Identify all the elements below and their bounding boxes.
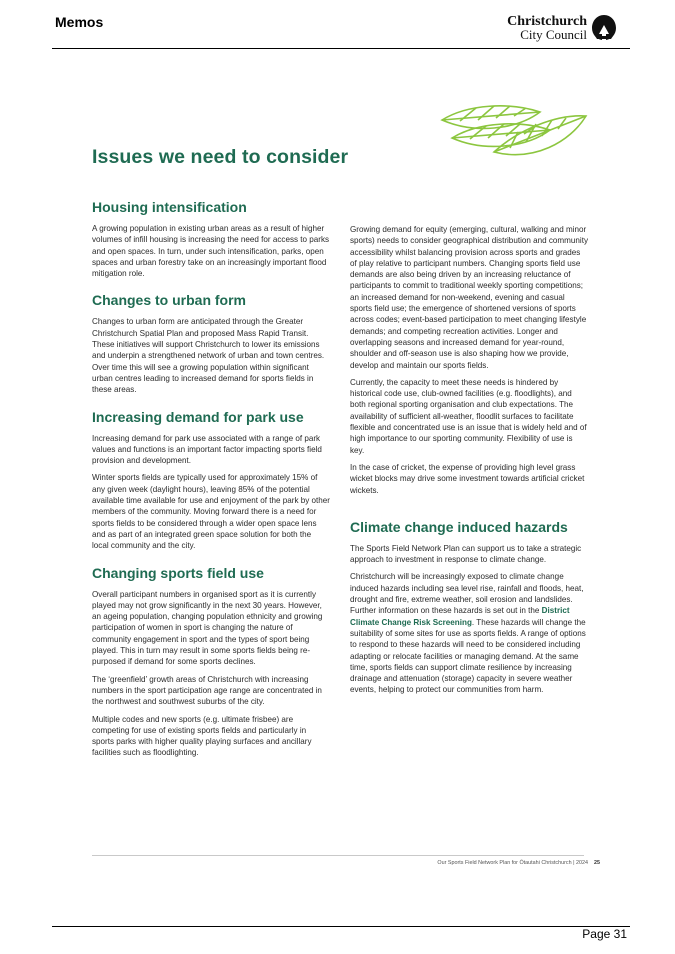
memo-title: Memos: [55, 14, 104, 30]
risk-screening-link[interactable]: District Climate Change Risk Screening: [350, 606, 570, 627]
council-name-line2: City Council: [520, 27, 587, 42]
paragraph-text: Christchurch will be increasingly exposed to climate change induced hazards including sea level rise, rainfall and floods, heat, drought and fire, extreme weather, soil erosion and landslides. Further information on these hazards is set out in the: [350, 572, 584, 616]
paragraph: Changes to urban form are anticipated through the Greater Christchurch Spatial Plan and proposed Mass Rapid Transit. These initiatives will support Christchurch to lower its emissions and underpin a strengthened network of urban and town centres. Over time this will see a growing population within significant urban centres leading to increased demand for sports fields in these areas.: [92, 317, 325, 395]
paragraph: Increasing demand for park use associated with a range of park values and functions is an important factor impacting sports field provision and development.: [92, 433, 322, 466]
section-heading: Increasing demand for park use: [92, 408, 304, 425]
section-housing-intensification: [92, 198, 330, 279]
council-cathedral-icon: [591, 14, 617, 42]
left-column: [92, 198, 330, 771]
paragraph: Currently, the capacity to meet these needs is hindered by historical code use, club-owned facilities (e.g. floodlights), and both regional sporting organisation and club expectations. The availability of sufficient all-weather, floodlit surfaces to facilitate flexible and concentrated use is an issue that is widely held and of high importance to our sporting community. Flexibility of use is key.: [350, 377, 587, 455]
section-climate-hazards: [350, 518, 588, 696]
memo-page-number: Page 31: [582, 927, 627, 941]
paragraph-text: . These hazards will change the suitability of some sites for use as sports fields. A range of options to respond to these hazards will need to be considered including adapting or relocate facilities or managing demand. At the same time, sports fields can support climate resilience by increasing drainage and attenuation (storage) capacity in severe weather events, helping to protect our communities from harm.: [350, 617, 586, 695]
header-rule: [52, 48, 630, 49]
page-title: Issues we need to consider: [92, 146, 349, 168]
paragraph: The ‘greenfield’ growth areas of Christchurch with increasing numbers in the sport participation age range are concentrated in the northwest and southwest suburbs of the city.: [92, 674, 322, 707]
paragraph: Multiple codes and new sports (e.g. ultimate frisbee) are competing for use of existing sports fields and particularly in sports parks with higher quality playing surfaces and ancillary facilities such as floodlighting.: [92, 714, 312, 758]
council-name-line1: Christchurch: [507, 14, 587, 29]
paragraph: The Sports Field Network Plan can support us to take a strategic approach to investment in response to climate change.: [350, 543, 582, 565]
leaf-illustration: [438, 100, 590, 170]
section-changes-urban-form: [92, 291, 330, 395]
council-name: [507, 15, 587, 41]
section-changing-field-use: [92, 564, 330, 759]
paragraph: Winter sports fields are typically used for approximately 15% of any given week (daylight hours), leaving 85% of the potential available time available for use and enjoyment of the park by other members of the community. Moving forward there is a need for sports fields to be considered through a wider open space lens and as part of an integrated green space solution for both the local community and the city.: [92, 473, 331, 551]
footer-rule: [52, 926, 630, 927]
paragraph: Overall participant numbers in organised sport as it is currently played may not grow significantly in the next 30 years. However, an ageing population, changing population ethnicity and growing participation of women in sport is changing the nature of community engagement in sport and the types of sport being played. This in turn may result in some sports fields being re-purposed if demand for some sports declines.: [92, 589, 323, 667]
section-heading: Changing sports field use: [92, 564, 264, 581]
council-logo: [507, 14, 617, 42]
section-heading: Changes to urban form: [92, 292, 247, 309]
paragraph: In the case of cricket, the expense of providing high level grass wicket blocks may drive some investment towards artificial cricket wickets.: [350, 462, 585, 495]
paragraph: Growing demand for equity (emerging, cultural, walking and minor sports) needs to consider geographical distribution and community accessibility whilst balancing provision across sports and grades of play relative to participant numbers. Changing sports field use demands are also being driven by an increasing reluctance of participants to commit to traditional weekly sporting competitions; an increased demand for non-weekend, evening and casual sports field use; the emergence of shortened versions of sports across codes; event-based participation to meet changing lifestyle demands; and competing recreation activities. Longer and overlapping seasons and increased demand for year-round, shoulder and off-season use is also shaping how we provide, develop and maintain our sports fields.: [350, 225, 588, 370]
document-page-number: 25: [594, 860, 600, 866]
section-heading: Housing intensification: [92, 199, 247, 215]
paragraph: [350, 571, 588, 695]
right-column: [350, 224, 588, 708]
document-footer: [437, 860, 600, 866]
section-heading: Climate change induced hazards: [350, 518, 568, 535]
document-footer-text: Our Sports Field Network Plan for Ōtautahi Christchurch | 2024: [437, 860, 588, 866]
document-footer-rule: [92, 855, 584, 856]
section-park-use-demand: [92, 408, 330, 552]
paragraph: A growing population in existing urban areas as a result of higher volumes of infill housing is increasing the need for access to parks and open spaces. In turn, under such intensification, parks, open spaces and urban forestry take on an increasingly important flood mitigation role.: [92, 224, 330, 279]
